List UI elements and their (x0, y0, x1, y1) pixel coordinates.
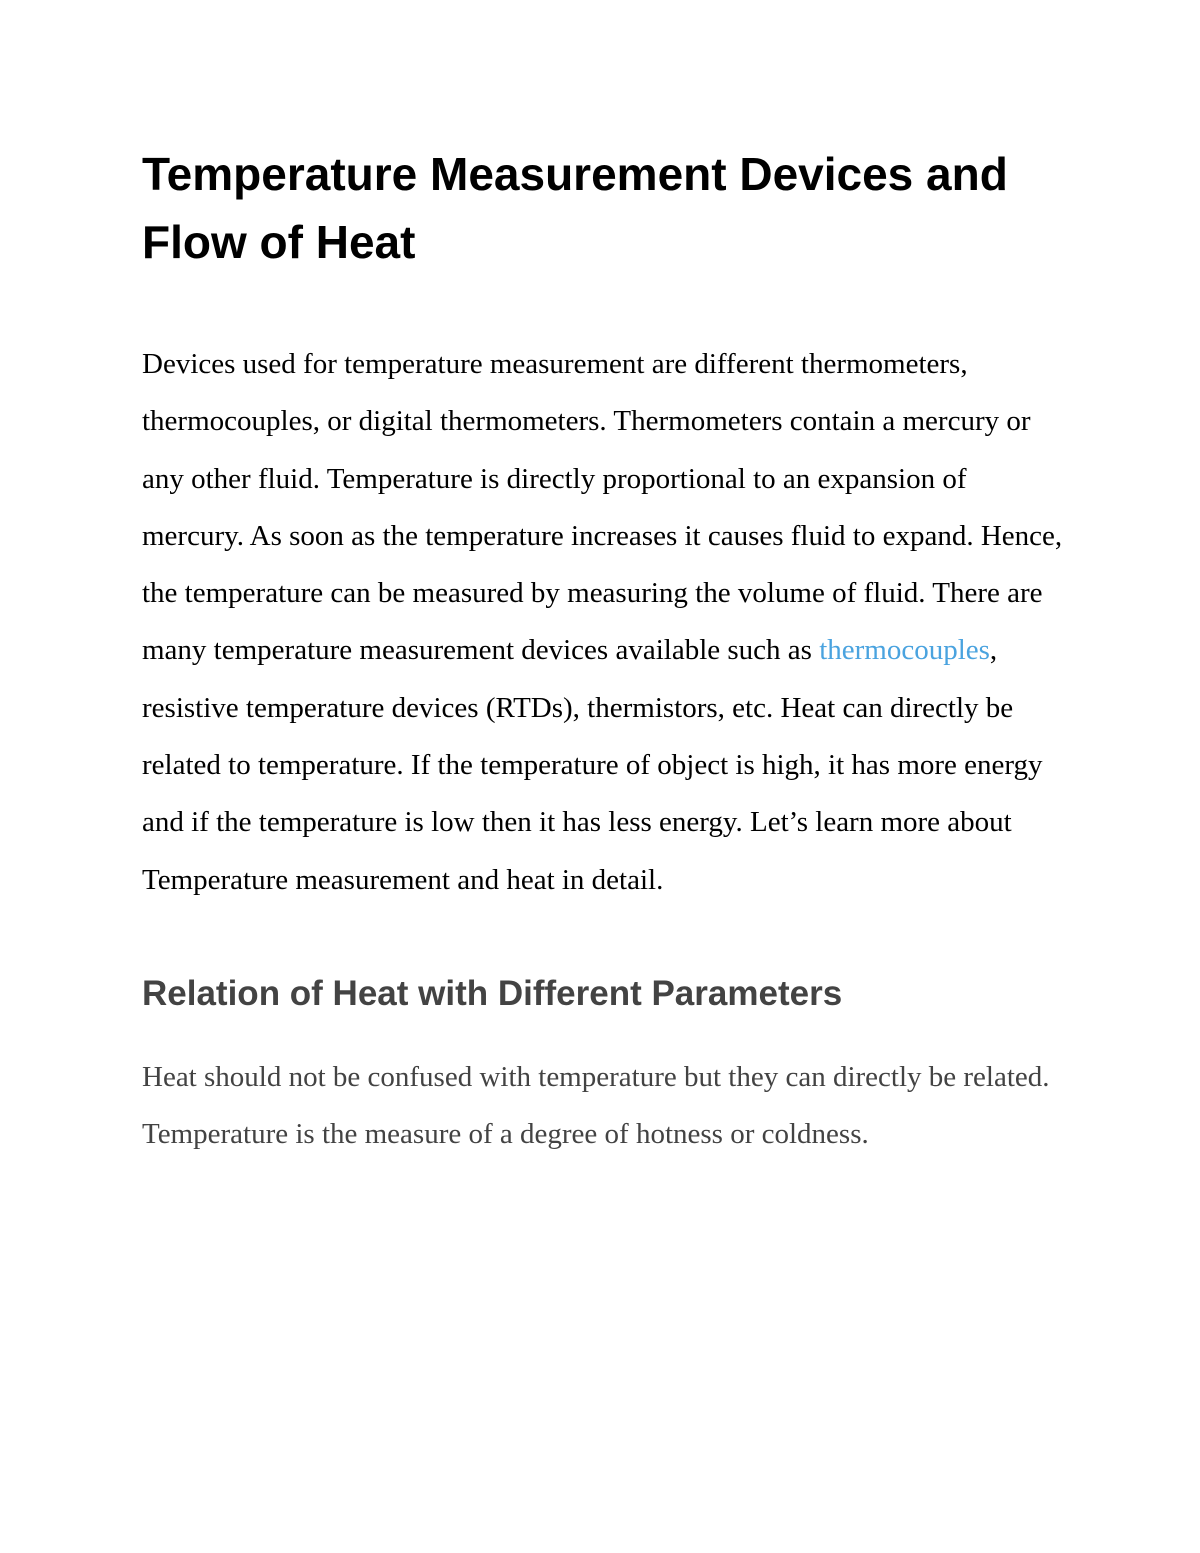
section-heading: Relation of Heat with Different Parameters (142, 973, 843, 1013)
intro-text-before-link: Devices used for temperature measurement are different thermometers, thermocouples, or digital thermometers. Thermometers contain a mercury or any other fluid. Temperature is directly proportional to an expansion of mercury. As soon as the temperature increases it causes fluid to expand. Hence, the temperature can be measured by measuring the volume of fluid. There are many temperature measurement devices available such as (142, 348, 1063, 667)
document-content (142, 140, 1072, 1164)
thermocouples-link[interactable]: thermocouples (819, 634, 990, 667)
intro-paragraph (142, 336, 1072, 909)
section-paragraph: Heat should not be confused with temperature but they can directly be related. Temperature is the measure of a degree of hotness or coldness. (142, 1060, 1050, 1151)
page-title: Temperature Measurement Devices and Flow of Heat (142, 148, 1008, 268)
intro-text-after-link: , resistive temperature devices (RTDs), thermistors, etc. Heat can directly be related to temperature. If the temperature of object is high, it has more energy and if the temperature is low then it has less energy. Let’s learn more about Temperature measurement and heat in detail. (142, 634, 1043, 896)
